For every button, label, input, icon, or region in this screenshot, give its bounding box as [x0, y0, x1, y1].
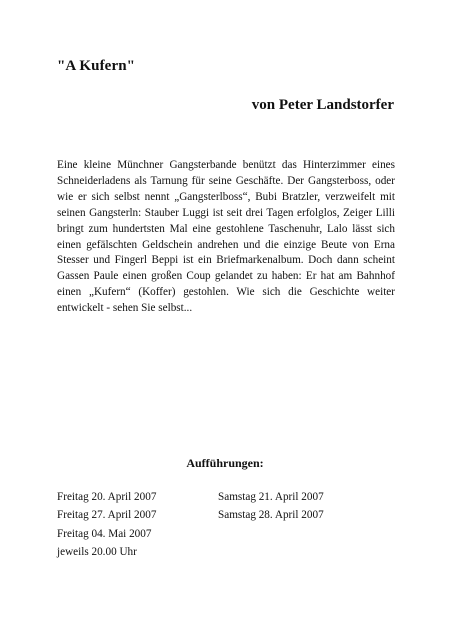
date-left: Freitag 04. Mai 2007: [57, 527, 152, 540]
date-left: Freitag 27. April 2007: [57, 509, 157, 522]
play-title: "A Kufern": [57, 58, 136, 74]
date-right: Samstag 21. April 2007: [218, 491, 324, 503]
date-left: Freitag 20. April 2007: [57, 491, 157, 503]
start-time: jeweils 20.00 Uhr: [57, 546, 137, 559]
author-line: von Peter Landstorfer: [251, 97, 394, 113]
performances-heading: Aufführungen:: [186, 456, 264, 470]
date-row: [57, 488, 324, 506]
performance-dates: [57, 488, 324, 562]
date-right: Samstag 28. April 2007: [218, 509, 324, 522]
time-row: [57, 543, 324, 561]
date-row: [57, 506, 324, 524]
synopsis-paragraph: Eine kleine Münchner Gangsterbande benützt das Hinterzimmer eines Schneiderladens als Tarnung für seine Geschäfte. Der Gangsterboss, oder wie er sich selbst nennt „Gangsterlboss“, Bubi Bratzler, verzweifelt mit seinen Gangsterln: Stauber Luggi ist seit drei Tagen erfolglos, Zeiger Lilli bringt zum hundertsten Mal eine gestohlene Taschenuhr, Lalo lässt sich einen gefälschten Geldschein andrehen und die einzige Beute von Erna Stesser und Fingerl Beppi ist ein Briefmarkenalbum. Doch dann scheint Gassen Paule einen großen Coup gelandet zu haben: Er hat am Bahnhof einen „Kufern“ (Koffer) gestohlen. Wie sich die Geschichte weiter entwickelt - sehen Sie selbst...: [57, 159, 395, 315]
date-row: [57, 525, 324, 543]
